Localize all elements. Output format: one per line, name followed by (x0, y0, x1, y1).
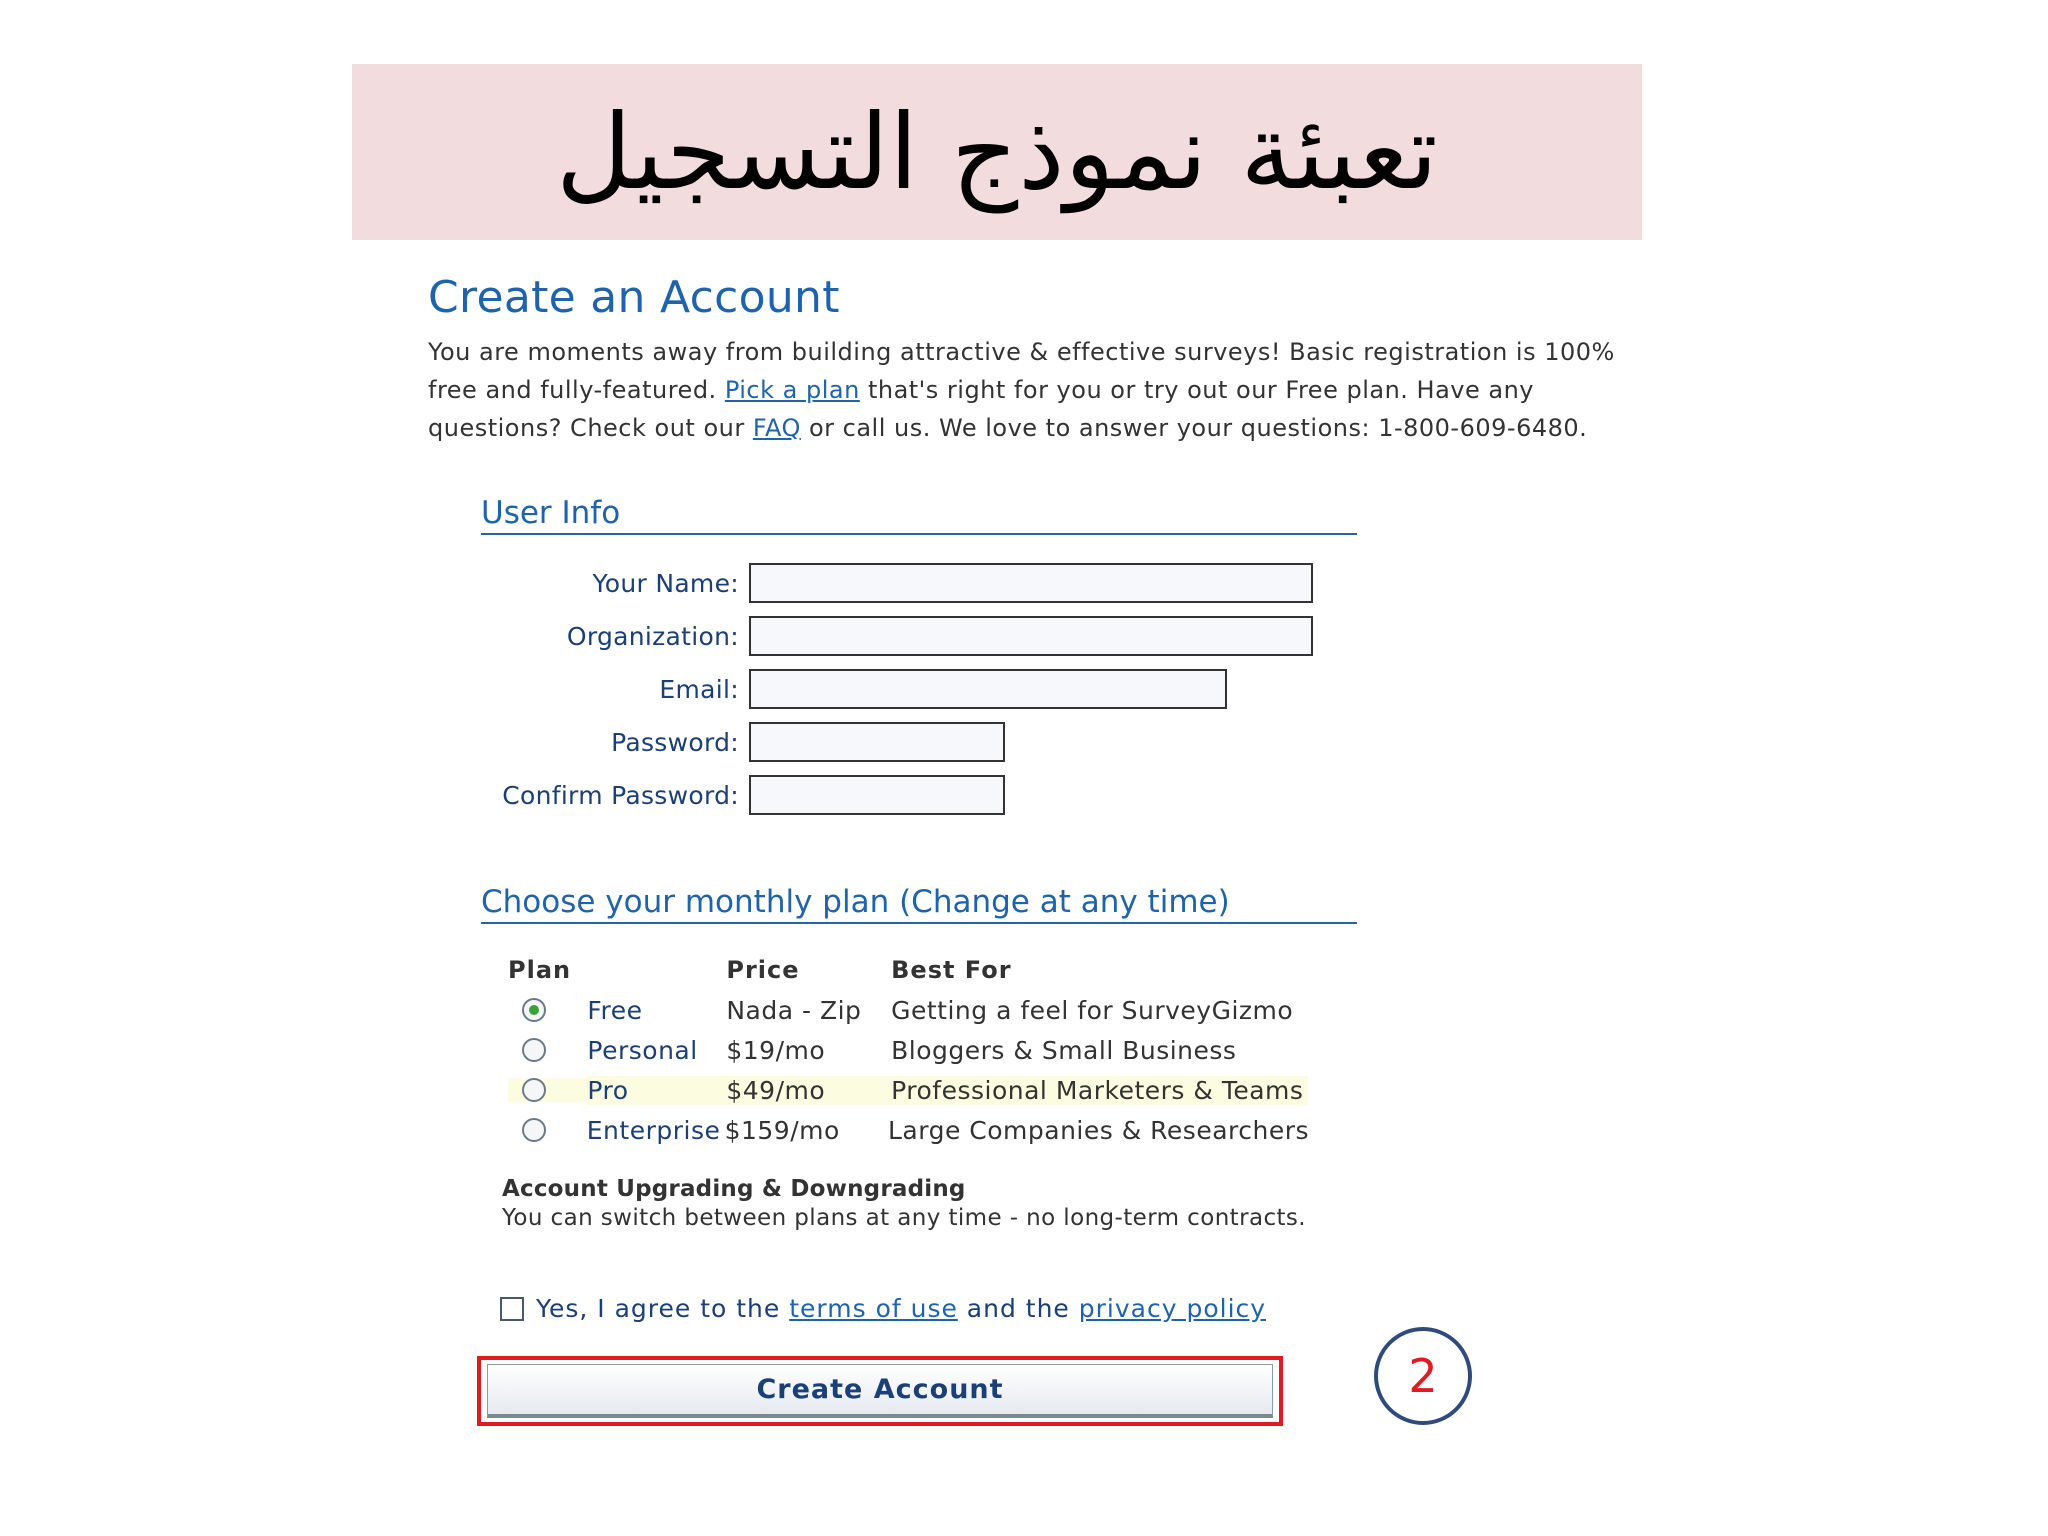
plan-name: Personal (587, 1035, 698, 1065)
price-column-header: Price (726, 956, 800, 984)
email-input[interactable] (749, 669, 1227, 709)
name-label: Your Name: (592, 568, 739, 598)
email-row (481, 667, 1227, 711)
organization-row (481, 614, 1313, 658)
password-label: Password: (611, 727, 739, 757)
plan-price: $19/mo (726, 1035, 826, 1065)
terms-checkbox[interactable] (500, 1297, 524, 1321)
plan-best-for: Getting a feel for SurveyGizmo (891, 995, 1294, 1025)
plan-row-pro[interactable] (508, 1070, 1308, 1110)
email-label: Email: (659, 674, 739, 704)
plan-row-free[interactable] (508, 990, 1308, 1030)
radio-unselected-icon[interactable] (522, 1078, 546, 1102)
confirm-password-input[interactable] (749, 775, 1005, 815)
faq-link[interactable]: FAQ (752, 414, 801, 442)
intro-text-2: that's right for you or try out our Free plan. Have any questions? Check out our (428, 376, 1535, 442)
name-input[interactable] (749, 563, 1313, 603)
plan-price: $49/mo (726, 1076, 891, 1105)
intro-text-3: or call us. We love to answer your questions: 1-800-609-6480. (800, 414, 1588, 442)
create-account-highlight-frame (477, 1356, 1283, 1426)
step-number-badge: 2 (1374, 1327, 1472, 1425)
upgrade-note-text: You can switch between plans at any time - no long-term contracts. (502, 1205, 1306, 1231)
plan-best-for: Professional Marketers & Teams (891, 1076, 1308, 1105)
intro-paragraph (428, 333, 1658, 447)
plan-table-header (508, 950, 1308, 990)
intro-text-1: You are moments away from building attractive & effective surveys! Basic registration is 100% free and fully-featured. (428, 338, 1615, 404)
plan-name: Pro (587, 1076, 726, 1105)
password-row (481, 720, 1005, 764)
user-info-section-title: User Info (481, 495, 1357, 535)
organization-input[interactable] (749, 616, 1313, 656)
plan-table (508, 950, 1308, 1150)
confirm-password-row (481, 773, 1005, 817)
title-banner (352, 64, 1642, 240)
pick-plan-link[interactable]: Pick a plan (724, 376, 860, 404)
plan-row-enterprise[interactable] (508, 1110, 1308, 1150)
create-account-button[interactable]: Create Account (487, 1364, 1273, 1418)
page-title: Create an Account (428, 272, 840, 323)
plan-radio-free[interactable] (508, 998, 587, 1022)
plan-best-for: Large Companies & Researchers (888, 1115, 1310, 1145)
plan-price: $159/mo (724, 1115, 840, 1145)
terms-of-use-link[interactable]: terms of use (789, 1294, 958, 1323)
radio-selected-icon[interactable] (522, 998, 546, 1022)
plan-row-personal[interactable] (508, 1030, 1308, 1070)
confirm-password-label: Confirm Password: (502, 780, 739, 810)
name-row (481, 561, 1313, 605)
plan-radio-enterprise[interactable] (508, 1118, 587, 1142)
terms-middle: and the (957, 1294, 1079, 1323)
plan-price: Nada - Zip (726, 995, 862, 1025)
plan-column-header: Plan (508, 956, 572, 984)
radio-unselected-icon[interactable] (522, 1118, 546, 1142)
privacy-policy-link[interactable]: privacy policy (1078, 1294, 1267, 1323)
terms-text (536, 1294, 1266, 1323)
plan-radio-pro[interactable] (508, 1078, 587, 1102)
plan-best-for: Bloggers & Small Business (891, 1035, 1237, 1065)
radio-unselected-icon[interactable] (522, 1038, 546, 1062)
terms-prefix: Yes, I agree to the (536, 1294, 790, 1323)
password-input[interactable] (749, 722, 1005, 762)
plan-section-title: Choose your monthly plan (Change at any time) (481, 884, 1357, 924)
slide-title: تعبئة نموذج التسجيل (555, 91, 1439, 213)
terms-agreement (500, 1294, 1266, 1323)
plan-name: Enterprise (586, 1115, 721, 1145)
best-for-column-header: Best For (891, 956, 1012, 984)
plan-radio-personal[interactable] (508, 1038, 587, 1062)
plan-name: Free (587, 995, 643, 1025)
organization-label: Organization: (566, 621, 739, 651)
upgrade-note-title: Account Upgrading & Downgrading (502, 1176, 966, 1202)
